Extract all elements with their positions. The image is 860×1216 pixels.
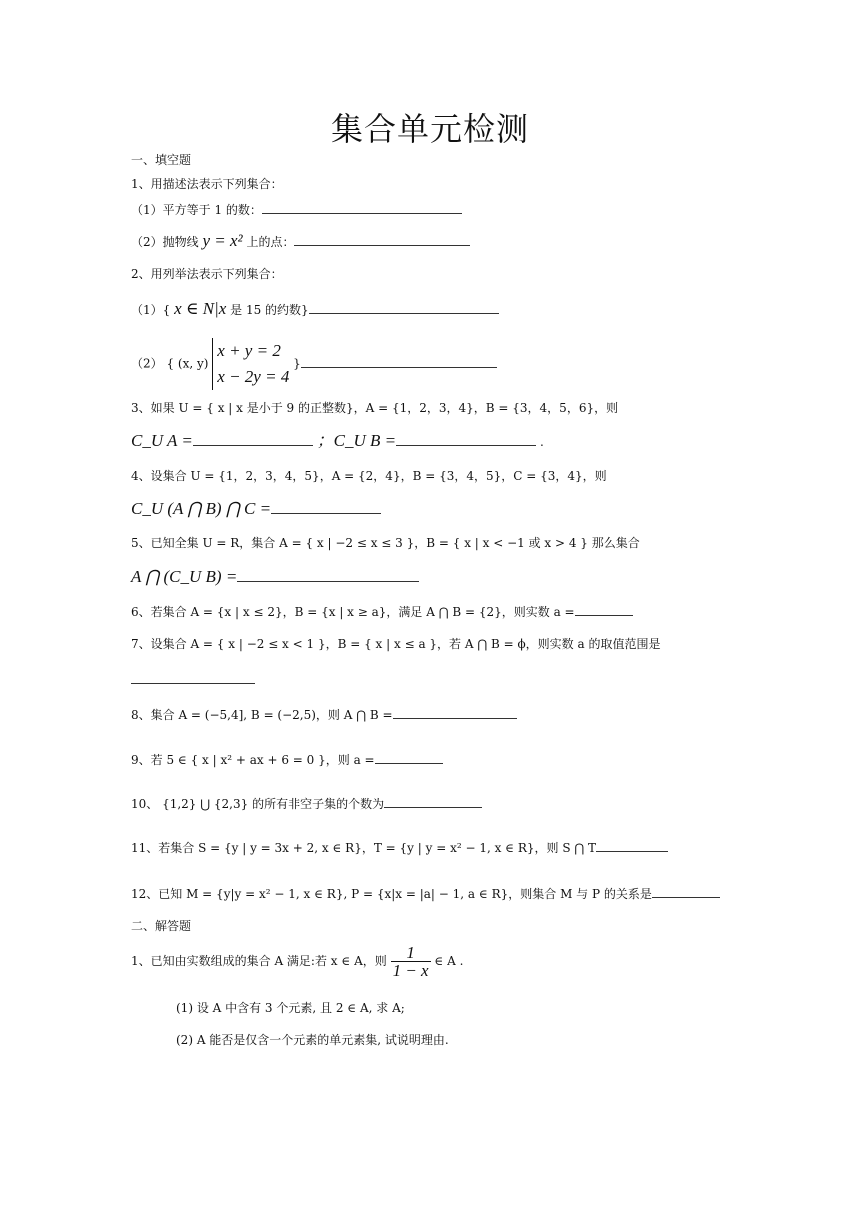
answer-blank (271, 502, 381, 514)
question-2-part-2-pre: （2） { (x, y) (131, 356, 209, 371)
answer-blank (375, 752, 443, 764)
answer-question-1-part-2: (2) A 能否是仅含一个元素的单元素集, 试说明理由. (176, 1033, 449, 1047)
question-1-part-2 (131, 232, 470, 249)
section-heading-fill: 一、填空题 (131, 153, 192, 167)
question-2-part-1-post: 是 15 的约数} (230, 303, 309, 317)
question-12 (131, 886, 720, 900)
question-1-part-2-math: y = x² (202, 231, 243, 250)
question-3-complement-b: ；C_U B = (316, 431, 397, 450)
question-7-blank-line (131, 672, 255, 686)
question-4-line-1: 4、设集合 U = {1，2，3，4，5}，A = {2，4}，B = {3，4，5}，C = {3，4}，则 (131, 469, 607, 483)
question-6 (131, 604, 633, 618)
question-1-part-2-pre: （2）抛物线 (131, 235, 199, 249)
page-title: 集合单元检测 (330, 110, 529, 148)
question-12-text: 12、已知 M = {y|y = x² − 1, x ∈ R}, P = {x|x = |a| − 1, a ∈ R}，则集合 M 与 P 的关系是 (131, 887, 652, 901)
answer-question-1-part-1: (1) 设 A 中含有 3 个元素, 且 2 ∈ A, 求 A; (176, 1001, 405, 1015)
question-1-part-2-post: 上的点： (246, 235, 295, 249)
fraction (391, 944, 431, 979)
answer-blank (294, 234, 470, 246)
question-2-part-1 (131, 300, 499, 317)
question-1-part-1-text: （1）平方等于 1 的数： (131, 203, 262, 217)
question-6-text: 6、若集合 A = {x | x ≤ 2}，B = {x | x ≥ a}，满足 A ⋂ B = {2}，则实数 a = (131, 605, 575, 619)
equation-2: x − 2y = 4 (217, 367, 290, 386)
equation-1: x + y = 2 (217, 341, 281, 360)
question-2-part-1-pre: （1）{ (131, 303, 171, 317)
question-5-expression: A ⋂ (C_U B) = (131, 567, 238, 586)
question-8-text: 8、集合 A = (−5,4], B = (−2,5)，则 A ⋂ B = (131, 708, 393, 722)
section-heading-answer: 二、解答题 (131, 919, 192, 933)
answer-blank (596, 840, 668, 852)
answer-blank (131, 672, 255, 684)
question-1-stem: 1、用描述法表示下列集合： (131, 177, 283, 191)
question-1-part-1 (131, 202, 462, 216)
answer-blank (193, 434, 313, 446)
equation-system (212, 338, 289, 390)
question-11 (131, 840, 668, 854)
question-2-stem: 2、用列举法表示下列集合： (131, 267, 283, 281)
answer-blank (262, 202, 462, 214)
answer-blank (237, 570, 419, 582)
question-10-text: 10、 {1,2} ⋃ {2,3} 的所有非空子集的个数为 (131, 797, 385, 811)
answer-blank (301, 356, 497, 368)
answer-blank (384, 796, 482, 808)
answer-blank (652, 886, 720, 898)
question-11-text: 11、若集合 S = {y | y = 3x + 2, x ∈ R}，T = {y | y = x² − 1, x ∈ R}，则 S ⋂ T (131, 841, 597, 855)
question-3-line-2 (131, 432, 544, 449)
question-4-expression: C_U (A ⋂ B) ⋂ C = (131, 499, 272, 518)
answer-question-1-post: ∈ A . (434, 954, 464, 968)
answer-blank (393, 707, 517, 719)
question-5-line-2 (131, 568, 419, 585)
answer-blank (309, 302, 499, 314)
answer-question-1-pre: 1、已知由实数组成的集合 A 满足:若 x ∈ A，则 (131, 954, 387, 968)
question-9 (131, 752, 443, 766)
question-4-line-2 (131, 500, 381, 517)
fraction-numerator: 1 (391, 944, 431, 962)
answer-blank (575, 604, 633, 616)
answer-question-1-stem (131, 944, 463, 979)
question-2-part-2 (131, 338, 497, 390)
answer-blank (396, 434, 536, 446)
question-10 (131, 796, 482, 810)
question-7-text: 7、设集合 A = { x | −2 ≤ x < 1 }，B = { x | x ≤ a }，若 A ⋂ B = ϕ，则实数 a 的取值范围是 (131, 637, 661, 651)
question-3-end: . (540, 435, 544, 449)
question-2-part-1-math: x ∈ N|x (174, 299, 227, 318)
question-8 (131, 707, 517, 721)
question-9-text: 9、若 5 ∈ { x | x² + ax + 6 = 0 }，则 a = (131, 753, 375, 767)
fraction-denominator: 1 − x (392, 961, 429, 980)
question-2-part-2-post: } (293, 356, 301, 371)
question-5-line-1: 5、已知全集 U = R，集合 A = { x | −2 ≤ x ≤ 3 }，B = { x | x < −1 或 x > 4 } 那么集合 (131, 536, 640, 550)
question-3-line-1: 3、如果 U = { x | x 是小于 9 的正整数}，A = {1，2，3，4}，B = {3，4，5，6}，则 (131, 401, 619, 415)
question-3-complement-a: C_U A = (131, 431, 193, 450)
